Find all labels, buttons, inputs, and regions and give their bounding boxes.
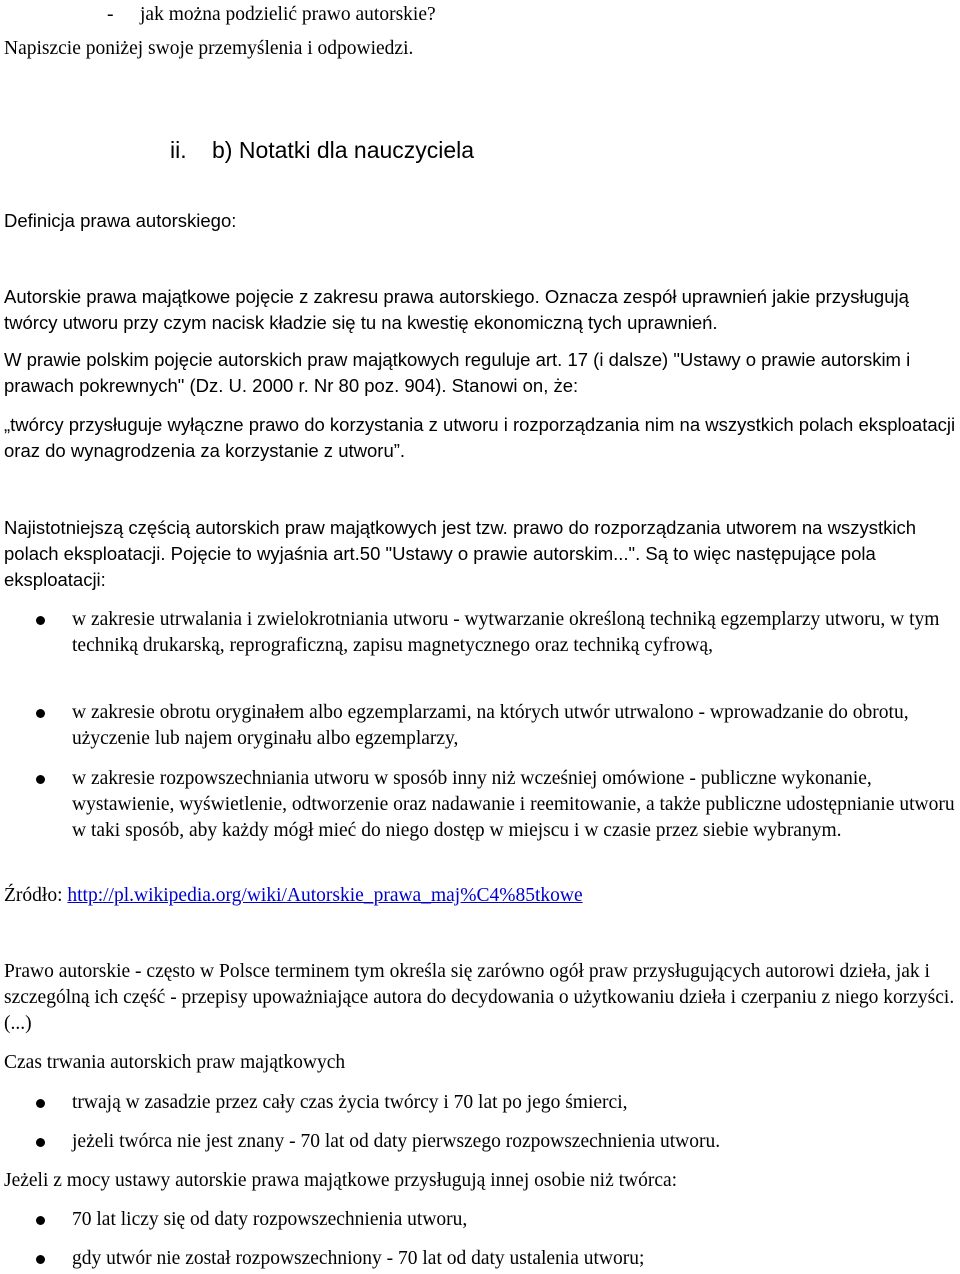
source-label: Źródło: [4,885,68,906]
bullet-icon [36,1138,45,1147]
section-number: ii. [170,137,187,163]
source-link[interactable]: http://pl.wikipedia.org/wiki/Autorskie_prawa_maj%C4%85tkowe [67,885,583,906]
paragraph-exploitation-fields: Najistotniejszą częścią autorskich praw majątkowych jest tzw. prawo do rozporządzania utworem na wszystkich polach eksploatacji. Pojęcie to wyjaśnia art.50 "Ustawy o prawie autorskim...". Są to więc następujące pola eksploatacji: [4,517,917,590]
bullet-icon [36,709,45,718]
list-item: jeżeli twórca nie jest znany - 70 lat od daty pierwszego rozpowszechnienia utworu. [72,1131,721,1152]
prompt-text: Napiszcie poniżej swoje przemyślenia i odpowiedzi. [4,38,414,59]
section-heading [170,136,474,164]
bullet-icon [36,616,45,625]
bullet-icon [36,1099,45,1108]
list-item: gdy utwór nie został rozpowszechniony - 70 lat od daty ustalenia utworu; [72,1248,645,1269]
list-item: 70 lat liczy się od daty rozpowszechnienia utworu, [72,1209,468,1230]
list-dash: - [107,4,114,25]
paragraph-property-rights: Autorskie prawa majątkowe pojęcie z zakresu prawa autorskiego. Oznacza zespół uprawnień jakie przysługują twórcy utworu przy czym nacisk kładzie się tu na kwestię ekonomiczną tych uprawnień. [4,286,909,333]
other-holder-text: Jeżeli z mocy ustawy autorskie prawa majątkowe przysługują innej osobie niż twórca: [4,1170,678,1191]
bullet-icon [36,1216,45,1225]
source-line [4,883,956,909]
duration-title: Czas trwania autorskich praw majątkowych [4,1052,346,1073]
list-item: w zakresie obrotu oryginałem albo egzemplarzami, na których utwór utrwalono - wprowadzanie do obrotu, użyczenie lub najem oryginału albo egzemplarzy, [72,702,909,749]
section-title: b) Notatki dla nauczyciela [212,137,475,163]
question-text: jak można podzielić prawo autorskie? [140,4,436,25]
definition-label: Definicja prawa autorskiego: [4,210,237,231]
list-item: w zakresie utrwalania i zwielokrotniania utworu - wytwarzanie określoną techniką egzemplarzy utworu, w tym techniką drukarską, reprograficzną, zapisu magnetycznego oraz techniką cyfrową, [72,609,940,656]
bullet-icon [36,775,45,784]
paragraph-polish-law: W prawie polskim pojęcie autorskich praw majątkowych reguluje art. 17 (i dalsze) "Ustawy o prawie autorskim i prawach pokrewnych" (Dz. U. 2000 r. Nr 80 poz. 904). Stanowi on, że: [4,349,911,396]
list-item: trwają w zasadzie przez cały czas życia twórcy i 70 lat po jego śmierci, [72,1092,628,1113]
quote-text: „twórcy przysługuje wyłączne prawo do korzystania z utworu i rozporządzania nim na wszystkich polach eksploatacji oraz do wynagrodzenia za korzystanie z utworu”. [4,414,956,461]
list-item: w zakresie rozpowszechniania utworu w sposób inny niż wcześniej omówione - publiczne wykonanie, wystawienie, wyświetlenie, odtworzenie oraz nadawanie i reemitowanie, a także publiczne udostępnianie utworu w taki sposób, aby każdy mógł mieć do niego dostęp w miejscu i w czasie przez siebie wybranym. [72,768,955,841]
paragraph-copyright: Prawo autorskie - często w Polsce terminem tym określa się zarówno ogół praw przysługujących autorowi dzieła, jak i szczególną ich część - przepisy upoważniające autora do decydowania o użytkowaniu dzieła i czerpaniu z niego korzyści. (...) [4,961,955,1034]
bullet-icon [36,1255,45,1264]
